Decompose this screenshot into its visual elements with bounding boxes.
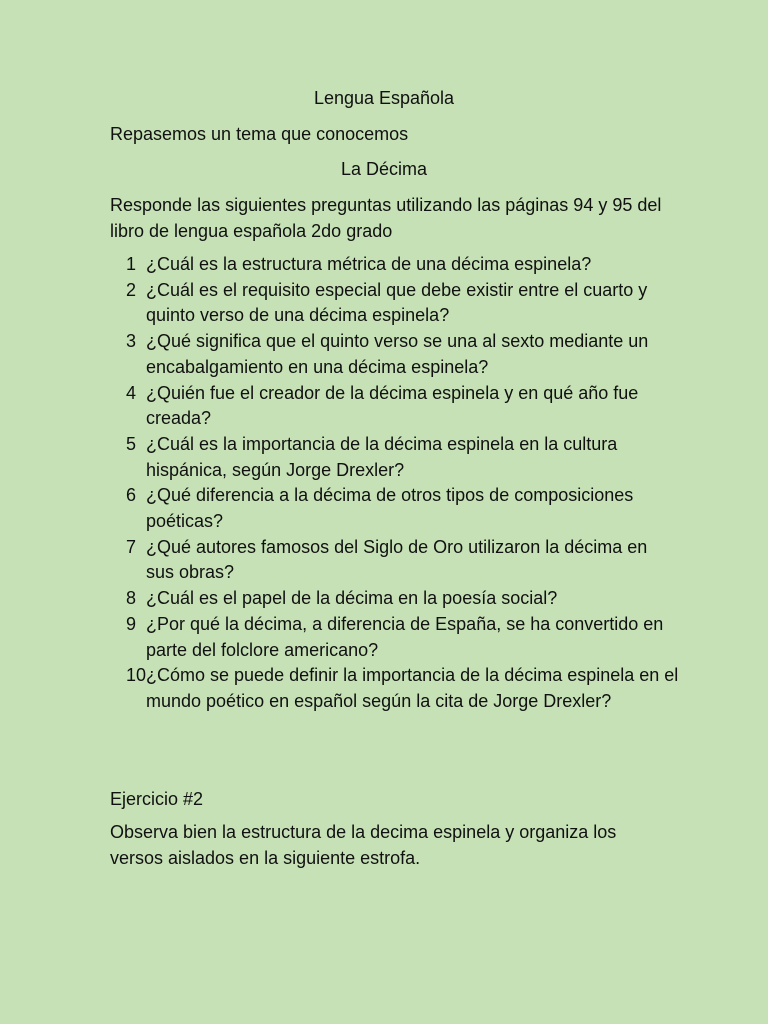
question-item-1 <box>110 252 680 278</box>
question-item-5 <box>110 432 680 483</box>
questions-list <box>110 252 680 715</box>
question-item-4 <box>110 381 680 432</box>
question-number: 6 <box>125 485 136 506</box>
instructions-paragraph: Responde las siguientes preguntas utilizando las páginas 94 y 95 del libro de lengua española 2do grado <box>110 195 662 241</box>
question-text: ¿Cómo se puede definir la importancia de la décima espinela en el mundo poético en español según la cita de Jorge Drexler? <box>146 665 679 711</box>
question-text: ¿Cuál es el requisito especial que debe existir entre el cuarto y quinto verso de una décima espinela? <box>146 279 648 326</box>
subject-heading: Lengua Española <box>313 88 455 108</box>
question-text: ¿Qué autores famosos del Siglo de Oro utilizaron la décima en sus obras? <box>146 536 648 583</box>
question-item-8 <box>110 586 680 612</box>
intro-line: Repasemos un tema que conocemos <box>110 124 409 144</box>
question-item-10 <box>110 663 680 714</box>
question-text: ¿Quién fue el creador de la décima espinela y en qué año fue creada? <box>146 382 639 429</box>
question-number: 3 <box>125 331 136 352</box>
question-item-3 <box>110 329 680 380</box>
question-number: 5 <box>125 433 136 454</box>
question-number: 2 <box>125 279 136 300</box>
question-item-6 <box>110 483 680 534</box>
question-number: 7 <box>125 536 136 557</box>
question-text: ¿Cuál es el papel de la décima en la poesía social? <box>146 588 558 609</box>
question-number: 1 <box>125 254 136 274</box>
question-item-2 <box>110 278 680 329</box>
question-number: 10 <box>125 665 146 686</box>
topic-heading: La Décima <box>340 159 428 179</box>
question-text: ¿Cuál es la estructura métrica de una décima espinela? <box>146 254 592 274</box>
exercise-title: Ejercicio #2 <box>110 789 204 809</box>
question-text: ¿Qué significa que el quinto verso se una al sexto mediante un encabalgamiento en una décima espinela? <box>146 331 649 377</box>
question-number: 4 <box>125 382 136 403</box>
question-number: 9 <box>125 613 136 634</box>
question-text: ¿Cuál es la importancia de la décima espinela en la cultura hispánica, según Jorge Drexler? <box>146 433 618 480</box>
question-text: ¿Por qué la décima, a diferencia de España, se ha convertido en parte del folclore americano? <box>146 613 664 660</box>
question-text: ¿Qué diferencia a la décima de otros tipos de composiciones poéticas? <box>146 485 634 532</box>
question-item-9 <box>110 612 680 663</box>
exercise-paragraph: Observa bien la estructura de la decima espinela y organiza los versos aislados en la siguiente estrofa. <box>110 822 617 868</box>
question-item-7 <box>110 535 680 586</box>
question-number: 8 <box>125 588 136 609</box>
